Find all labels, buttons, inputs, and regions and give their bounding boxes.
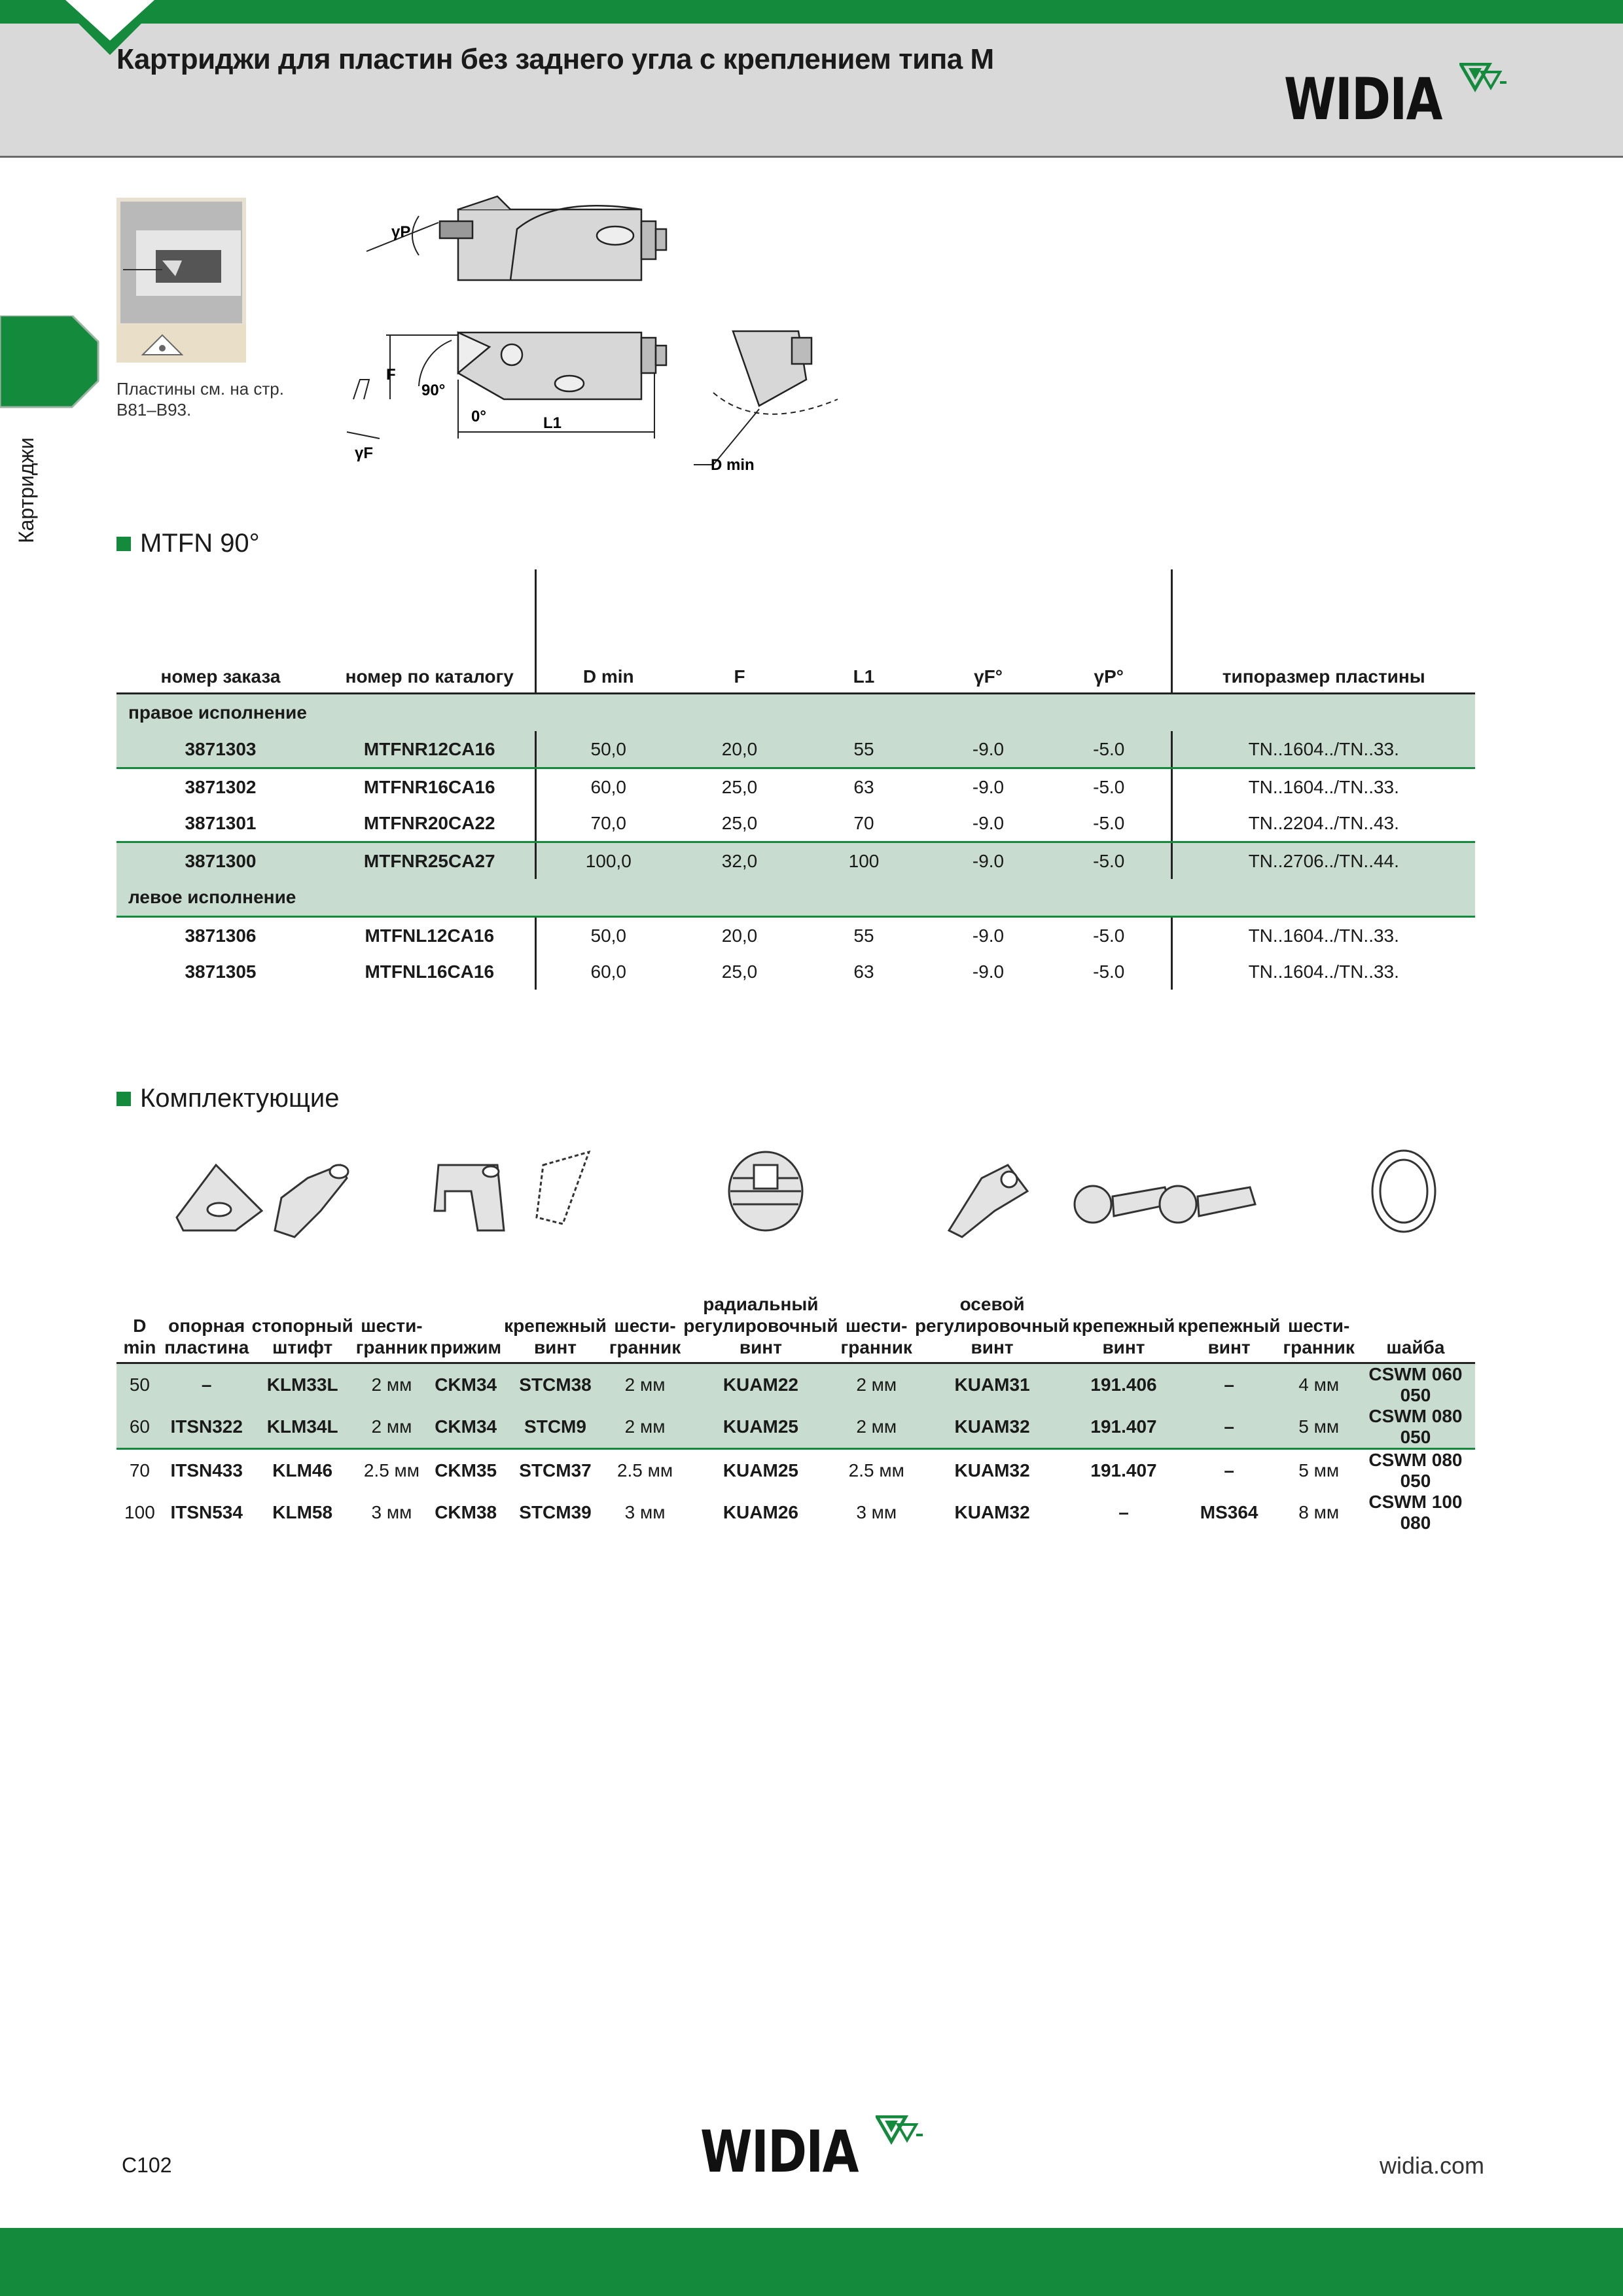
cell: – (1177, 1406, 1282, 1449)
cell: -5.0 (1047, 842, 1171, 880)
table-row (116, 1492, 1475, 1534)
header-line: гранник (609, 1337, 681, 1357)
header-line: шайба (1386, 1337, 1445, 1357)
header-line: крепежный (504, 1316, 607, 1336)
cell: TN..2706../TN..44. (1171, 842, 1475, 880)
cell: CKM34 (429, 1363, 503, 1407)
section-mtfn-title-text: MTFN 90° (140, 529, 260, 558)
cell: – (1177, 1363, 1282, 1407)
group-label-left: левое исполнение (116, 879, 1475, 917)
cell: KUAM32 (954, 1460, 1030, 1480)
cell: KLM46 (272, 1460, 333, 1480)
header-line: винт (1102, 1337, 1145, 1357)
cell: 70 (798, 805, 929, 842)
cell: STCM38 (503, 1363, 608, 1407)
header-line: гранник (1283, 1337, 1355, 1357)
header-line: пластина (164, 1337, 249, 1357)
cell: 20,0 (681, 731, 798, 768)
section-accessories-title (116, 1084, 340, 1113)
mtfn-header-row (116, 569, 1475, 694)
cell: CKM34 (429, 1406, 503, 1449)
col-catalog-number: номер по каталогу (325, 569, 535, 694)
side-tab (0, 315, 99, 408)
col-f: F (681, 569, 798, 694)
cell: 3871303 (116, 731, 325, 768)
cell: 2 мм (355, 1406, 429, 1449)
cell: MTFNR12CA16 (325, 731, 535, 768)
accessories-illustrations (170, 1139, 1453, 1244)
cell: 3871300 (116, 842, 325, 880)
cell: KLM34L (251, 1406, 355, 1449)
insert-reference-caption (116, 378, 284, 420)
axial-adjusting-screw-icon (949, 1165, 1027, 1237)
col-d-min (116, 1286, 163, 1363)
cell: ITSN322 (163, 1406, 251, 1449)
cell: KUAM32 (954, 1502, 1030, 1522)
header-line: регулировочный (683, 1316, 838, 1336)
cell: 60,0 (535, 954, 681, 990)
cell: CKM35 (435, 1460, 497, 1480)
cell: 3 мм (624, 1502, 666, 1522)
clamp-icon (435, 1165, 504, 1230)
col-l1: L1 (798, 569, 929, 694)
label-l1: L1 (543, 414, 562, 432)
cell: 2.5 мм (363, 1460, 420, 1480)
cell: 50,0 (535, 917, 681, 954)
cell: MS364 (1200, 1502, 1258, 1522)
cell: CKM38 (435, 1502, 497, 1522)
cell: 2 мм (840, 1406, 914, 1449)
cell: KUAM25 (722, 1460, 798, 1480)
cell: -9.0 (929, 842, 1047, 880)
cell: CSWM 080 050 (1356, 1406, 1475, 1449)
header-line: крепежный (1072, 1316, 1175, 1336)
col-fixing-screw-1 (1071, 1286, 1177, 1363)
table-row (116, 805, 1475, 842)
header-line: шести- (361, 1316, 423, 1336)
cell: 2 мм (608, 1406, 682, 1449)
table-row (116, 731, 1475, 768)
accessories-header-row (116, 1286, 1475, 1363)
footer-widia-logo (700, 2115, 928, 2185)
cell: STCM9 (503, 1406, 608, 1449)
cell: 2 мм (840, 1363, 914, 1407)
cell: 2 мм (608, 1363, 682, 1407)
cell: 70,0 (535, 805, 681, 842)
cell: 2.5 мм (616, 1460, 673, 1480)
cell: KUAM32 (914, 1406, 1071, 1449)
shim-icon (177, 1165, 262, 1230)
cell: 25,0 (681, 805, 798, 842)
cell: -9.0 (972, 961, 1005, 982)
cell: 191.407 (1071, 1406, 1177, 1449)
header-line: винт (739, 1337, 782, 1357)
header-line: гранник (355, 1337, 428, 1357)
section-marker-icon (116, 537, 131, 551)
header-line: D min (123, 1316, 156, 1357)
cartridge-technical-drawing (340, 183, 851, 484)
header-line: штифт (272, 1337, 333, 1357)
cell: 3871305 (185, 961, 257, 982)
table-row (116, 1406, 1475, 1449)
cell: MTFNR16CA16 (363, 776, 495, 797)
cell: -5.0 (1093, 776, 1125, 797)
col-axial-screw (914, 1286, 1071, 1363)
col-radial-screw (682, 1286, 839, 1363)
cell: -9.0 (972, 776, 1005, 797)
cell: 63 (853, 961, 874, 982)
cell: TN..1604../TN..33. (1171, 731, 1475, 768)
cell: CSWM 080 050 (1368, 1450, 1463, 1491)
cell: 70 (129, 1460, 150, 1480)
cell: ITSN534 (170, 1502, 243, 1522)
table-row (116, 768, 1475, 806)
header-line: радиальный (703, 1294, 819, 1314)
section-mtfn-title (116, 529, 260, 558)
cell: CSWM 060 050 (1356, 1363, 1475, 1407)
cell: -5.0 (1093, 961, 1125, 982)
cell: ITSN433 (170, 1460, 243, 1480)
col-insert-size: типоразмер пластины (1171, 569, 1475, 694)
cell: 191.406 (1071, 1363, 1177, 1407)
col-gamma-f: γF° (929, 569, 1047, 694)
header-line: винт (971, 1337, 1014, 1357)
col-fixing-screw-2 (1177, 1286, 1282, 1363)
col-hex-key-4 (1281, 1286, 1355, 1363)
cell: 32,0 (681, 842, 798, 880)
header-line: регулировочный (914, 1316, 1070, 1336)
caption-line-1: Пластины см. на стр. (116, 379, 284, 399)
cell: TN..1604../TN..33. (1171, 917, 1475, 954)
cell: STCM37 (519, 1460, 592, 1480)
logo-triangles-icon (1459, 63, 1512, 109)
cell: 2.5 мм (848, 1460, 904, 1480)
cell: -5.0 (1047, 731, 1171, 768)
header-line: гранник (840, 1337, 912, 1357)
header-line: винт (1207, 1337, 1251, 1357)
cell: KUAM25 (682, 1406, 839, 1449)
header-line: крепежный (1177, 1316, 1281, 1336)
cell: 5 мм (1281, 1406, 1355, 1449)
cell: 191.407 (1090, 1460, 1157, 1480)
col-washer (1356, 1286, 1475, 1363)
col-hex-key-3 (840, 1286, 914, 1363)
col-hex-key-2 (608, 1286, 682, 1363)
cell: -9.0 (929, 805, 1047, 842)
widia-logo (1284, 63, 1512, 133)
cell: 60 (116, 1406, 163, 1449)
cell: 8 мм (1298, 1502, 1340, 1522)
col-d-min: D min (535, 569, 681, 694)
mtfn-table (116, 569, 1475, 990)
cell: KUAM22 (682, 1363, 839, 1407)
table-row (116, 917, 1475, 954)
cell: -9.0 (972, 925, 1005, 946)
col-hex-key-1 (355, 1286, 429, 1363)
header-line: шести- (846, 1316, 908, 1336)
cell: – (1118, 1502, 1129, 1522)
header-line: винт (533, 1337, 577, 1357)
cell: 3 мм (371, 1502, 412, 1522)
label-0: 0° (471, 408, 486, 425)
col-order-number: номер заказа (116, 569, 325, 694)
cell: 2 мм (355, 1363, 429, 1407)
cell: 55 (798, 731, 929, 768)
cell: TN..1604../TN..33. (1171, 768, 1475, 806)
cell: 3871302 (185, 776, 257, 797)
table-row (116, 1449, 1475, 1492)
header-line: опорная (168, 1316, 245, 1336)
cell: MTFNL12CA16 (365, 925, 495, 946)
label-gamma-p: γP (391, 223, 411, 241)
cell: -9.0 (929, 731, 1047, 768)
col-clamp (429, 1286, 503, 1363)
header-line: прижим (430, 1337, 502, 1357)
cell: MTFNR20CA22 (325, 805, 535, 842)
section-marker-icon (116, 1092, 131, 1106)
fixing-screw-icon (1075, 1186, 1255, 1223)
cell: 50,0 (535, 731, 681, 768)
cell: 25,0 (721, 776, 758, 797)
accessories-table (116, 1286, 1475, 1534)
cell: 3871301 (116, 805, 325, 842)
washer-icon (1372, 1151, 1435, 1232)
header-line: шести- (614, 1316, 676, 1336)
cell: 100,0 (535, 842, 681, 880)
cell: STCM39 (519, 1502, 592, 1522)
header-green-bar (0, 0, 1623, 24)
cell: 5 мм (1298, 1460, 1340, 1480)
footer-green-bar (0, 2228, 1623, 2296)
section-accessories-title-text: Комплектующие (140, 1084, 340, 1113)
cell: CSWM 100 080 (1368, 1492, 1463, 1533)
cell: 3871306 (185, 925, 257, 946)
side-tab-label: Картриджи (14, 437, 38, 543)
cell: KLM58 (272, 1502, 333, 1522)
col-clamp-screw (503, 1286, 608, 1363)
cell: TN..2204../TN..43. (1171, 805, 1475, 842)
cell: 100 (798, 842, 929, 880)
group-label-right: правое исполнение (116, 694, 1475, 732)
header-line: шести- (1287, 1316, 1350, 1336)
cell: 25,0 (721, 961, 758, 982)
group-row-left (116, 879, 1475, 917)
cell: – (163, 1363, 251, 1407)
col-gamma-p: γP° (1047, 569, 1171, 694)
cell: TN..1604../TN..33. (1171, 954, 1475, 990)
header-line: стопорный (251, 1316, 353, 1336)
table-row (116, 842, 1475, 880)
label-gamma-f: γF (355, 444, 374, 462)
cell: -5.0 (1047, 805, 1171, 842)
website-link[interactable]: widia.com (1380, 2152, 1485, 2179)
group-row-right (116, 694, 1475, 732)
footer-logo-triangles-icon (876, 2115, 928, 2161)
caption-line-2: B81–B93. (116, 400, 192, 420)
cell: KUAM31 (914, 1363, 1071, 1407)
label-d-min: D min (711, 456, 755, 474)
locking-pin-icon (275, 1165, 348, 1237)
page-title: Картриджи для пластин без заднего угла с креплением типа M (116, 43, 994, 75)
table-row (116, 954, 1475, 990)
cell: 60,0 (535, 768, 681, 806)
cell: 3 мм (856, 1502, 897, 1522)
header-line: осевой (959, 1294, 1025, 1314)
cell: MTFNR25CA27 (325, 842, 535, 880)
logo-text: WIDIA (1284, 65, 1442, 133)
cell: KLM33L (251, 1363, 355, 1407)
cell: 63 (853, 776, 874, 797)
cell: KUAM26 (722, 1502, 798, 1522)
cell: -5.0 (1093, 925, 1125, 946)
footer-logo-text: WIDIA (700, 2118, 858, 2185)
radial-adjusting-screw-icon (729, 1152, 802, 1230)
page-number: C102 (122, 2153, 172, 2177)
label-f: F (386, 366, 396, 384)
cell: – (1224, 1460, 1234, 1480)
cell: 50 (116, 1363, 163, 1407)
col-locking-pin (251, 1286, 355, 1363)
cell: 20,0 (721, 925, 758, 946)
label-90: 90° (421, 382, 446, 399)
cell: MTFNL16CA16 (365, 961, 495, 982)
corner-mark-inner (65, 0, 154, 41)
cell: 4 мм (1281, 1363, 1355, 1407)
col-shim (163, 1286, 251, 1363)
clamp-screw-icon (537, 1152, 589, 1224)
cell: 100 (124, 1502, 155, 1522)
cartridge-photo (116, 198, 246, 363)
table-row (116, 1363, 1475, 1407)
cell: 55 (853, 925, 874, 946)
